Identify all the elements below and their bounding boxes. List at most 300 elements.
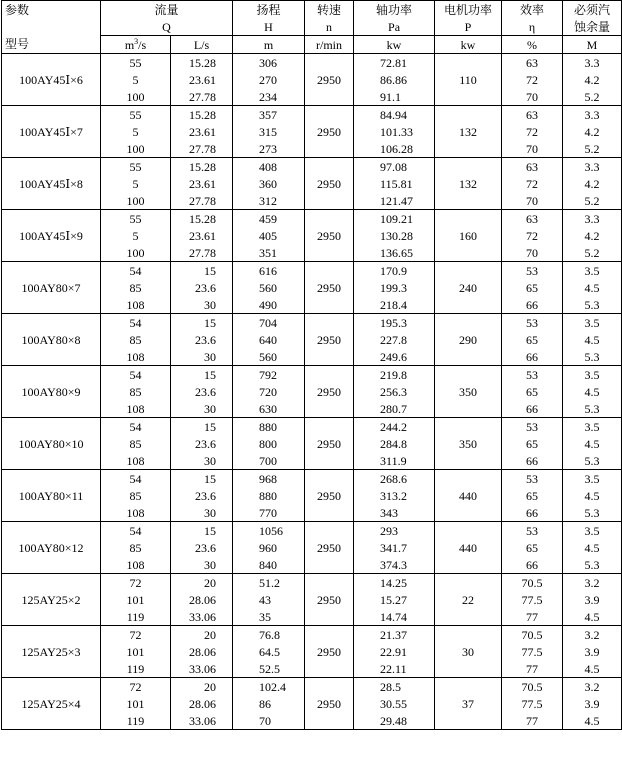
npsh-cell: 5.3 xyxy=(563,296,622,314)
speed-cell: 2950 xyxy=(305,54,354,106)
motor-power-cell: 440 xyxy=(435,522,502,574)
flow-ls-cell: 23.61 xyxy=(171,227,233,244)
model-name: 125AY25×2 xyxy=(2,574,101,626)
flow-ls-cell: 23.61 xyxy=(171,71,233,88)
table-row xyxy=(2,678,622,696)
efficiency-cell: 72 xyxy=(502,123,563,140)
npsh-cell: 3.3 xyxy=(563,106,622,124)
shaft-power-cell: 97.08 xyxy=(354,158,435,176)
flow-ls-cell: 20 xyxy=(171,678,233,696)
model-name: 100AY80×11 xyxy=(2,470,101,522)
efficiency-cell: 53 xyxy=(502,522,563,540)
npsh-cell: 3.3 xyxy=(563,210,622,228)
npsh-cell: 5.2 xyxy=(563,140,622,158)
head-cell: 35 xyxy=(233,608,305,626)
flow-ls-cell: 33.06 xyxy=(171,712,233,730)
head-cell: 792 xyxy=(233,366,305,384)
npsh-cell: 5.3 xyxy=(563,556,622,574)
flow-ls-cell: 27.78 xyxy=(171,140,233,158)
npsh-cell: 4.5 xyxy=(563,279,622,296)
efficiency-cell: 63 xyxy=(502,54,563,72)
flow-m3-cell: 72 xyxy=(101,574,171,592)
speed-cell: 2950 xyxy=(305,158,354,210)
shaft-power-cell: 374.3 xyxy=(354,556,435,574)
head-cell: 960 xyxy=(233,539,305,556)
head-cell: 273 xyxy=(233,140,305,158)
efficiency-cell: 70.5 xyxy=(502,574,563,592)
efficiency-cell: 70 xyxy=(502,244,563,262)
flow-ls-cell: 20 xyxy=(171,626,233,644)
shaft-power-cell: 268.6 xyxy=(354,470,435,488)
npsh-cell: 3.2 xyxy=(563,574,622,592)
flow-ls-cell: 15 xyxy=(171,522,233,540)
npsh-cell: 5.2 xyxy=(563,88,622,106)
head-cell: 560 xyxy=(233,279,305,296)
npsh-cell: 3.2 xyxy=(563,626,622,644)
table-row xyxy=(2,522,622,540)
head-cell: 315 xyxy=(233,123,305,140)
head-cell: 560 xyxy=(233,348,305,366)
efficiency-symbol: η xyxy=(502,18,563,36)
shaft-power-cell: 15.27 xyxy=(354,591,435,608)
head-cell: 86 xyxy=(233,695,305,712)
npsh-cell: 5.2 xyxy=(563,244,622,262)
flow-ls-cell: 23.61 xyxy=(171,175,233,192)
npsh-cell: 3.9 xyxy=(563,643,622,660)
flow-m3-cell: 108 xyxy=(101,556,171,574)
flow-ls-cell: 15.28 xyxy=(171,210,233,228)
efficiency-cell: 65 xyxy=(502,539,563,556)
efficiency-title: 效率 xyxy=(502,1,563,19)
flow-ls-cell: 20 xyxy=(171,574,233,592)
efficiency-cell: 77.5 xyxy=(502,695,563,712)
table-row xyxy=(2,262,622,280)
head-cell: 630 xyxy=(233,400,305,418)
flow-ls-cell: 30 xyxy=(171,556,233,574)
flow-m3-cell: 55 xyxy=(101,210,171,228)
header-row-units xyxy=(2,36,622,54)
speed-cell: 2950 xyxy=(305,366,354,418)
flow-m3-cell: 54 xyxy=(101,366,171,384)
flow-ls-cell: 23.6 xyxy=(171,331,233,348)
head-cell: 306 xyxy=(233,54,305,72)
speed-title: 转速 xyxy=(305,1,354,19)
efficiency-unit: % xyxy=(502,36,563,54)
model-name: 100AY80×8 xyxy=(2,314,101,366)
head-cell: 968 xyxy=(233,470,305,488)
head-title: 扬程 xyxy=(233,1,305,19)
head-cell: 312 xyxy=(233,192,305,210)
head-cell: 1056 xyxy=(233,522,305,540)
flow-m3-cell: 54 xyxy=(101,418,171,436)
shaft-power-title: 轴功率 xyxy=(354,1,435,19)
flow-m3-cell: 101 xyxy=(101,695,171,712)
npsh-cell: 4.5 xyxy=(563,383,622,400)
npsh-cell: 4.5 xyxy=(563,712,622,730)
shaft-power-cell: 170.9 xyxy=(354,262,435,280)
efficiency-cell: 63 xyxy=(502,106,563,124)
flow-ls-cell: 23.6 xyxy=(171,435,233,452)
flow-ls-cell: 27.78 xyxy=(171,192,233,210)
table-row xyxy=(2,366,622,384)
model-name: 100AY45Ⅰ×8 xyxy=(2,158,101,210)
flow-unit-ls: L/s xyxy=(171,36,233,54)
model-label: 型号 xyxy=(2,36,101,54)
flow-m3-cell: 119 xyxy=(101,660,171,678)
flow-m3-cell: 54 xyxy=(101,470,171,488)
shaft-power-cell: 109.21 xyxy=(354,210,435,228)
shaft-power-cell: 311.9 xyxy=(354,452,435,470)
shaft-power-cell: 72.81 xyxy=(354,54,435,72)
npsh-cell: 5.3 xyxy=(563,348,622,366)
flow-m3-cell: 85 xyxy=(101,383,171,400)
shaft-power-cell: 121.47 xyxy=(354,192,435,210)
model-name: 100AY80×9 xyxy=(2,366,101,418)
head-cell: 840 xyxy=(233,556,305,574)
shaft-power-cell: 343 xyxy=(354,504,435,522)
efficiency-cell: 53 xyxy=(502,366,563,384)
motor-power-cell: 350 xyxy=(435,366,502,418)
npsh-cell: 3.5 xyxy=(563,522,622,540)
speed-cell: 2950 xyxy=(305,522,354,574)
flow-ls-cell: 15 xyxy=(171,314,233,332)
efficiency-cell: 66 xyxy=(502,296,563,314)
efficiency-cell: 77 xyxy=(502,712,563,730)
npsh-cell: 3.2 xyxy=(563,678,622,696)
speed-cell: 2950 xyxy=(305,678,354,730)
flow-ls-cell: 23.6 xyxy=(171,383,233,400)
flow-title: 流量 xyxy=(101,1,233,19)
npsh-cell: 4.5 xyxy=(563,435,622,452)
shaft-power-cell: 101.33 xyxy=(354,123,435,140)
flow-m3-cell: 54 xyxy=(101,262,171,280)
table-row xyxy=(2,314,622,332)
flow-m3-cell: 85 xyxy=(101,279,171,296)
efficiency-cell: 63 xyxy=(502,210,563,228)
head-cell: 234 xyxy=(233,88,305,106)
table-row xyxy=(2,626,622,644)
flow-ls-cell: 15.28 xyxy=(171,54,233,72)
head-cell: 704 xyxy=(233,314,305,332)
efficiency-cell: 53 xyxy=(502,470,563,488)
shaft-power-cell: 14.25 xyxy=(354,574,435,592)
pump-performance-table xyxy=(1,0,622,730)
flow-m3-cell: 5 xyxy=(101,175,171,192)
efficiency-cell: 70 xyxy=(502,192,563,210)
table-row xyxy=(2,54,622,72)
head-cell: 270 xyxy=(233,71,305,88)
table-row xyxy=(2,418,622,436)
npsh-cell: 5.3 xyxy=(563,452,622,470)
efficiency-cell: 66 xyxy=(502,348,563,366)
shaft-power-cell: 22.91 xyxy=(354,643,435,660)
shaft-power-cell: 256.3 xyxy=(354,383,435,400)
npsh-cell: 5.3 xyxy=(563,504,622,522)
efficiency-cell: 53 xyxy=(502,418,563,436)
header-row-titles xyxy=(2,1,622,19)
efficiency-cell: 77 xyxy=(502,608,563,626)
npsh-cell: 5.2 xyxy=(563,192,622,210)
head-cell: 76.8 xyxy=(233,626,305,644)
flow-ls-cell: 15 xyxy=(171,262,233,280)
shaft-power-unit: kw xyxy=(354,36,435,54)
efficiency-cell: 66 xyxy=(502,504,563,522)
flow-symbol: Q xyxy=(101,18,233,36)
table-row xyxy=(2,574,622,592)
npsh-cell: 3.5 xyxy=(563,314,622,332)
flow-m3-cell: 72 xyxy=(101,626,171,644)
efficiency-cell: 66 xyxy=(502,556,563,574)
model-name: 125AY25×4 xyxy=(2,678,101,730)
npsh-cell: 3.5 xyxy=(563,262,622,280)
model-name: 100AY80×12 xyxy=(2,522,101,574)
flow-m3-cell: 100 xyxy=(101,140,171,158)
shaft-power-cell: 199.3 xyxy=(354,279,435,296)
motor-power-cell: 290 xyxy=(435,314,502,366)
flow-m3-cell: 100 xyxy=(101,88,171,106)
flow-ls-cell: 15 xyxy=(171,418,233,436)
npsh-cell: 3.3 xyxy=(563,54,622,72)
head-unit: m xyxy=(233,36,305,54)
shaft-power-cell: 91.1 xyxy=(354,88,435,106)
head-cell: 700 xyxy=(233,452,305,470)
efficiency-cell: 66 xyxy=(502,400,563,418)
npsh-title-line1: 必须汽 xyxy=(563,1,622,19)
npsh-cell: 4.2 xyxy=(563,123,622,140)
motor-power-cell: 37 xyxy=(435,678,502,730)
efficiency-cell: 77.5 xyxy=(502,591,563,608)
speed-cell: 2950 xyxy=(305,262,354,314)
motor-power-cell: 30 xyxy=(435,626,502,678)
motor-power-cell: 160 xyxy=(435,210,502,262)
shaft-power-cell: 106.28 xyxy=(354,140,435,158)
shaft-power-cell: 293 xyxy=(354,522,435,540)
flow-ls-cell: 23.6 xyxy=(171,279,233,296)
npsh-cell: 3.5 xyxy=(563,470,622,488)
npsh-title-line2: 蚀余量 xyxy=(563,18,622,36)
model-name: 100AY45Ⅰ×6 xyxy=(2,54,101,106)
npsh-cell: 4.2 xyxy=(563,71,622,88)
head-cell: 616 xyxy=(233,262,305,280)
table-row xyxy=(2,158,622,176)
flow-ls-cell: 15.28 xyxy=(171,106,233,124)
npsh-cell: 4.2 xyxy=(563,175,622,192)
motor-power-cell: 240 xyxy=(435,262,502,314)
model-name: 100AY80×7 xyxy=(2,262,101,314)
flow-ls-cell: 30 xyxy=(171,400,233,418)
flow-m3-cell: 100 xyxy=(101,192,171,210)
flow-ls-cell: 28.06 xyxy=(171,591,233,608)
flow-ls-cell: 15.28 xyxy=(171,158,233,176)
flow-m3-cell: 100 xyxy=(101,244,171,262)
flow-m3-cell: 101 xyxy=(101,643,171,660)
flow-ls-cell: 27.78 xyxy=(171,88,233,106)
motor-power-cell: 440 xyxy=(435,470,502,522)
flow-m3-cell: 72 xyxy=(101,678,171,696)
param-label: 参数 xyxy=(2,1,101,19)
head-cell: 720 xyxy=(233,383,305,400)
efficiency-cell: 65 xyxy=(502,383,563,400)
efficiency-cell: 66 xyxy=(502,452,563,470)
flow-m3-cell: 108 xyxy=(101,504,171,522)
flow-ls-cell: 30 xyxy=(171,452,233,470)
efficiency-cell: 53 xyxy=(502,262,563,280)
flow-m3-cell: 5 xyxy=(101,71,171,88)
speed-cell: 2950 xyxy=(305,470,354,522)
motor-power-symbol: P xyxy=(435,18,502,36)
flow-m3-cell: 55 xyxy=(101,106,171,124)
efficiency-cell: 65 xyxy=(502,279,563,296)
npsh-symbol: M xyxy=(563,36,622,54)
efficiency-cell: 72 xyxy=(502,175,563,192)
npsh-cell: 3.3 xyxy=(563,158,622,176)
efficiency-cell: 70 xyxy=(502,88,563,106)
flow-m3-cell: 119 xyxy=(101,608,171,626)
flow-unit-m3s: $m^3/s$ xyxy=(101,36,171,54)
speed-cell: 2950 xyxy=(305,418,354,470)
flow-ls-cell: 28.06 xyxy=(171,643,233,660)
speed-cell: 2950 xyxy=(305,106,354,158)
flow-m3-cell: 85 xyxy=(101,435,171,452)
head-cell: 408 xyxy=(233,158,305,176)
motor-power-cell: 132 xyxy=(435,106,502,158)
flow-ls-cell: 27.78 xyxy=(171,244,233,262)
speed-cell: 2950 xyxy=(305,314,354,366)
head-cell: 770 xyxy=(233,504,305,522)
head-cell: 459 xyxy=(233,210,305,228)
flow-ls-cell: 15 xyxy=(171,366,233,384)
head-cell: 51.2 xyxy=(233,574,305,592)
motor-power-cell: 110 xyxy=(435,54,502,106)
flow-m3-cell: 54 xyxy=(101,314,171,332)
flow-ls-cell: 23.6 xyxy=(171,487,233,504)
npsh-cell: 5.3 xyxy=(563,400,622,418)
shaft-power-cell: 22.11 xyxy=(354,660,435,678)
speed-cell: 2950 xyxy=(305,210,354,262)
flow-m3-cell: 5 xyxy=(101,123,171,140)
efficiency-cell: 70 xyxy=(502,140,563,158)
shaft-power-cell: 227.8 xyxy=(354,331,435,348)
npsh-cell: 3.9 xyxy=(563,591,622,608)
flow-m3-cell: 54 xyxy=(101,522,171,540)
npsh-cell: 3.5 xyxy=(563,418,622,436)
shaft-power-cell: 249.6 xyxy=(354,348,435,366)
flow-m3-cell: 85 xyxy=(101,539,171,556)
flow-ls-cell: 15 xyxy=(171,470,233,488)
flow-m3-cell: 108 xyxy=(101,296,171,314)
model-name: 125AY25×3 xyxy=(2,626,101,678)
efficiency-cell: 65 xyxy=(502,331,563,348)
header-row-symbols xyxy=(2,18,622,36)
model-name: 100AY45Ⅰ×9 xyxy=(2,210,101,262)
flow-ls-cell: 23.61 xyxy=(171,123,233,140)
table-row xyxy=(2,470,622,488)
head-cell: 360 xyxy=(233,175,305,192)
head-cell: 43 xyxy=(233,591,305,608)
efficiency-cell: 72 xyxy=(502,71,563,88)
motor-power-unit: kw xyxy=(435,36,502,54)
flow-m3-cell: 108 xyxy=(101,400,171,418)
shaft-power-cell: 136.65 xyxy=(354,244,435,262)
shaft-power-cell: 115.81 xyxy=(354,175,435,192)
efficiency-cell: 72 xyxy=(502,227,563,244)
flow-m3-cell: 5 xyxy=(101,227,171,244)
flow-ls-cell: 30 xyxy=(171,296,233,314)
head-cell: 800 xyxy=(233,435,305,452)
table-row xyxy=(2,106,622,124)
shaft-power-cell: 21.37 xyxy=(354,626,435,644)
shaft-power-cell: 218.4 xyxy=(354,296,435,314)
head-cell: 880 xyxy=(233,487,305,504)
efficiency-cell: 65 xyxy=(502,435,563,452)
flow-m3-cell: 119 xyxy=(101,712,171,730)
shaft-power-cell: 29.48 xyxy=(354,712,435,730)
head-cell: 102.4 xyxy=(233,678,305,696)
efficiency-cell: 70.5 xyxy=(502,626,563,644)
flow-ls-cell: 28.06 xyxy=(171,695,233,712)
head-cell: 490 xyxy=(233,296,305,314)
npsh-cell: 4.5 xyxy=(563,539,622,556)
flow-m3-cell: 108 xyxy=(101,348,171,366)
param-spacer xyxy=(2,18,101,36)
head-cell: 405 xyxy=(233,227,305,244)
speed-unit: r/min xyxy=(305,36,354,54)
head-cell: 357 xyxy=(233,106,305,124)
efficiency-cell: 53 xyxy=(502,314,563,332)
shaft-power-cell: 30.55 xyxy=(354,695,435,712)
efficiency-cell: 77 xyxy=(502,660,563,678)
npsh-cell: 3.5 xyxy=(563,366,622,384)
flow-m3-cell: 85 xyxy=(101,487,171,504)
model-name: 100AY80×10 xyxy=(2,418,101,470)
shaft-power-cell: 341.7 xyxy=(354,539,435,556)
motor-power-cell: 132 xyxy=(435,158,502,210)
shaft-power-cell: 130.28 xyxy=(354,227,435,244)
flow-ls-cell: 30 xyxy=(171,504,233,522)
npsh-cell: 4.5 xyxy=(563,608,622,626)
head-cell: 64.5 xyxy=(233,643,305,660)
model-name: 100AY45Ⅰ×7 xyxy=(2,106,101,158)
speed-symbol: n xyxy=(305,18,354,36)
npsh-cell: 4.5 xyxy=(563,660,622,678)
shaft-power-cell: 284.8 xyxy=(354,435,435,452)
table-row xyxy=(2,210,622,228)
shaft-power-cell: 219.8 xyxy=(354,366,435,384)
shaft-power-cell: 280.7 xyxy=(354,400,435,418)
head-cell: 640 xyxy=(233,331,305,348)
head-cell: 351 xyxy=(233,244,305,262)
flow-m3-cell: 108 xyxy=(101,452,171,470)
flow-m3-cell: 85 xyxy=(101,331,171,348)
shaft-power-cell: 28.5 xyxy=(354,678,435,696)
shaft-power-cell: 195.3 xyxy=(354,314,435,332)
head-symbol: H xyxy=(233,18,305,36)
speed-cell: 2950 xyxy=(305,574,354,626)
npsh-cell: 3.9 xyxy=(563,695,622,712)
shaft-power-cell: 84.94 xyxy=(354,106,435,124)
head-cell: 70 xyxy=(233,712,305,730)
flow-ls-cell: 30 xyxy=(171,348,233,366)
efficiency-cell: 70.5 xyxy=(502,678,563,696)
speed-cell: 2950 xyxy=(305,626,354,678)
efficiency-cell: 63 xyxy=(502,158,563,176)
motor-power-cell: 22 xyxy=(435,574,502,626)
motor-power-title: 电机功率 xyxy=(435,1,502,19)
flow-m3-cell: 101 xyxy=(101,591,171,608)
npsh-cell: 4.5 xyxy=(563,487,622,504)
shaft-power-cell: 86.86 xyxy=(354,71,435,88)
shaft-power-symbol: Pa xyxy=(354,18,435,36)
